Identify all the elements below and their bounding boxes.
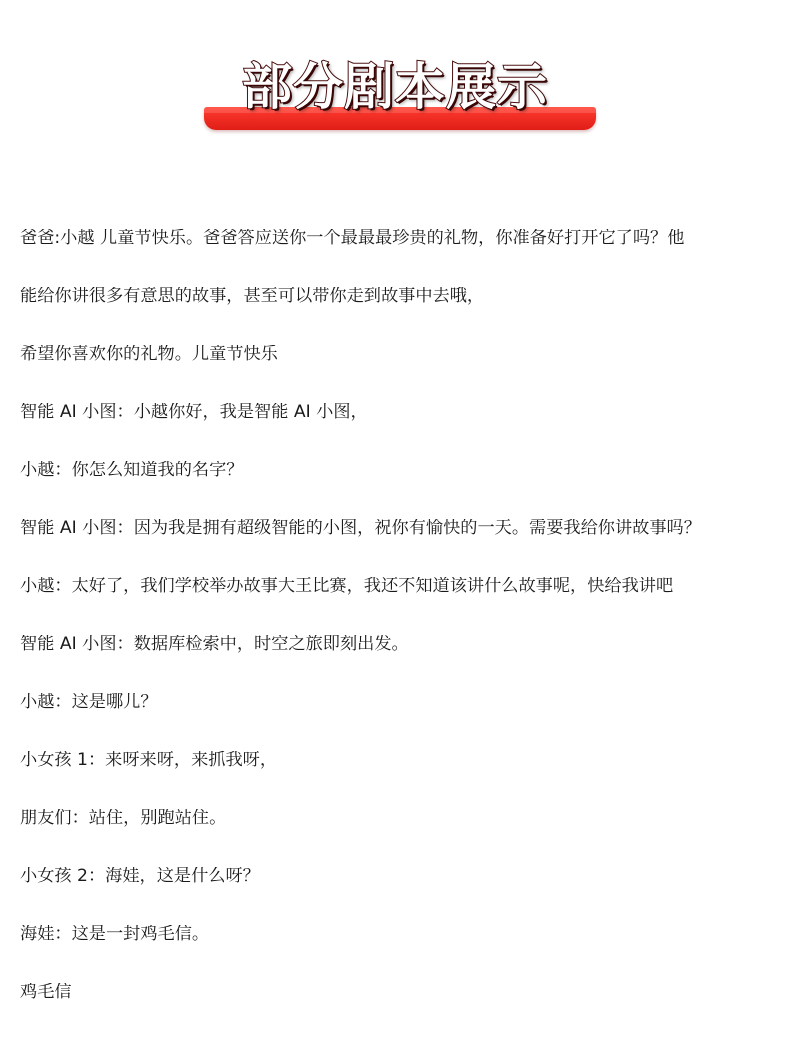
script-line: 小女孩 1：来呀来呀，来抓我呀， [20, 751, 278, 770]
script-line: 小越：你怎么知道我的名字？ [20, 461, 244, 480]
script-line: 智能 AI 小图：数据库检索中，时空之旅即刻出发。 [20, 635, 409, 654]
script-line: 希望你喜欢你的礼物。儿童节快乐 [20, 345, 278, 364]
page-title: 部分剧本展示 [242, 58, 548, 116]
script-line: 爸爸:小越 儿童节快乐。爸爸答应送你一个最最最珍贵的礼物，你准备好打开它了吗？他 [20, 229, 685, 248]
script-line: 能给你讲很多有意思的故事，甚至可以带你走到故事中去哦， [20, 287, 485, 306]
script-line: 智能 AI 小图：小越你好，我是智能 AI 小图， [20, 403, 368, 422]
script-line: 小女孩 2：海娃，这是什么呀？ [20, 867, 260, 886]
script-line: 智能 AI 小图：因为我是拥有超级智能的小图，祝你有愉快的一天。需要我给你讲故事吗？ [20, 519, 701, 538]
script-line: 鸡毛信 [20, 983, 72, 1002]
script-line: 小越：这是哪儿？ [20, 693, 158, 712]
script-line: 朋友们：站住，别跑站住。 [20, 809, 227, 828]
script-lines [20, 229, 790, 1041]
script-line: 海娃：这是一封鸡毛信。 [20, 925, 210, 944]
script-line: 小越：太好了，我们学校举办故事大王比赛，我还不知道该讲什么故事呢，快给我讲吧 [20, 577, 674, 596]
